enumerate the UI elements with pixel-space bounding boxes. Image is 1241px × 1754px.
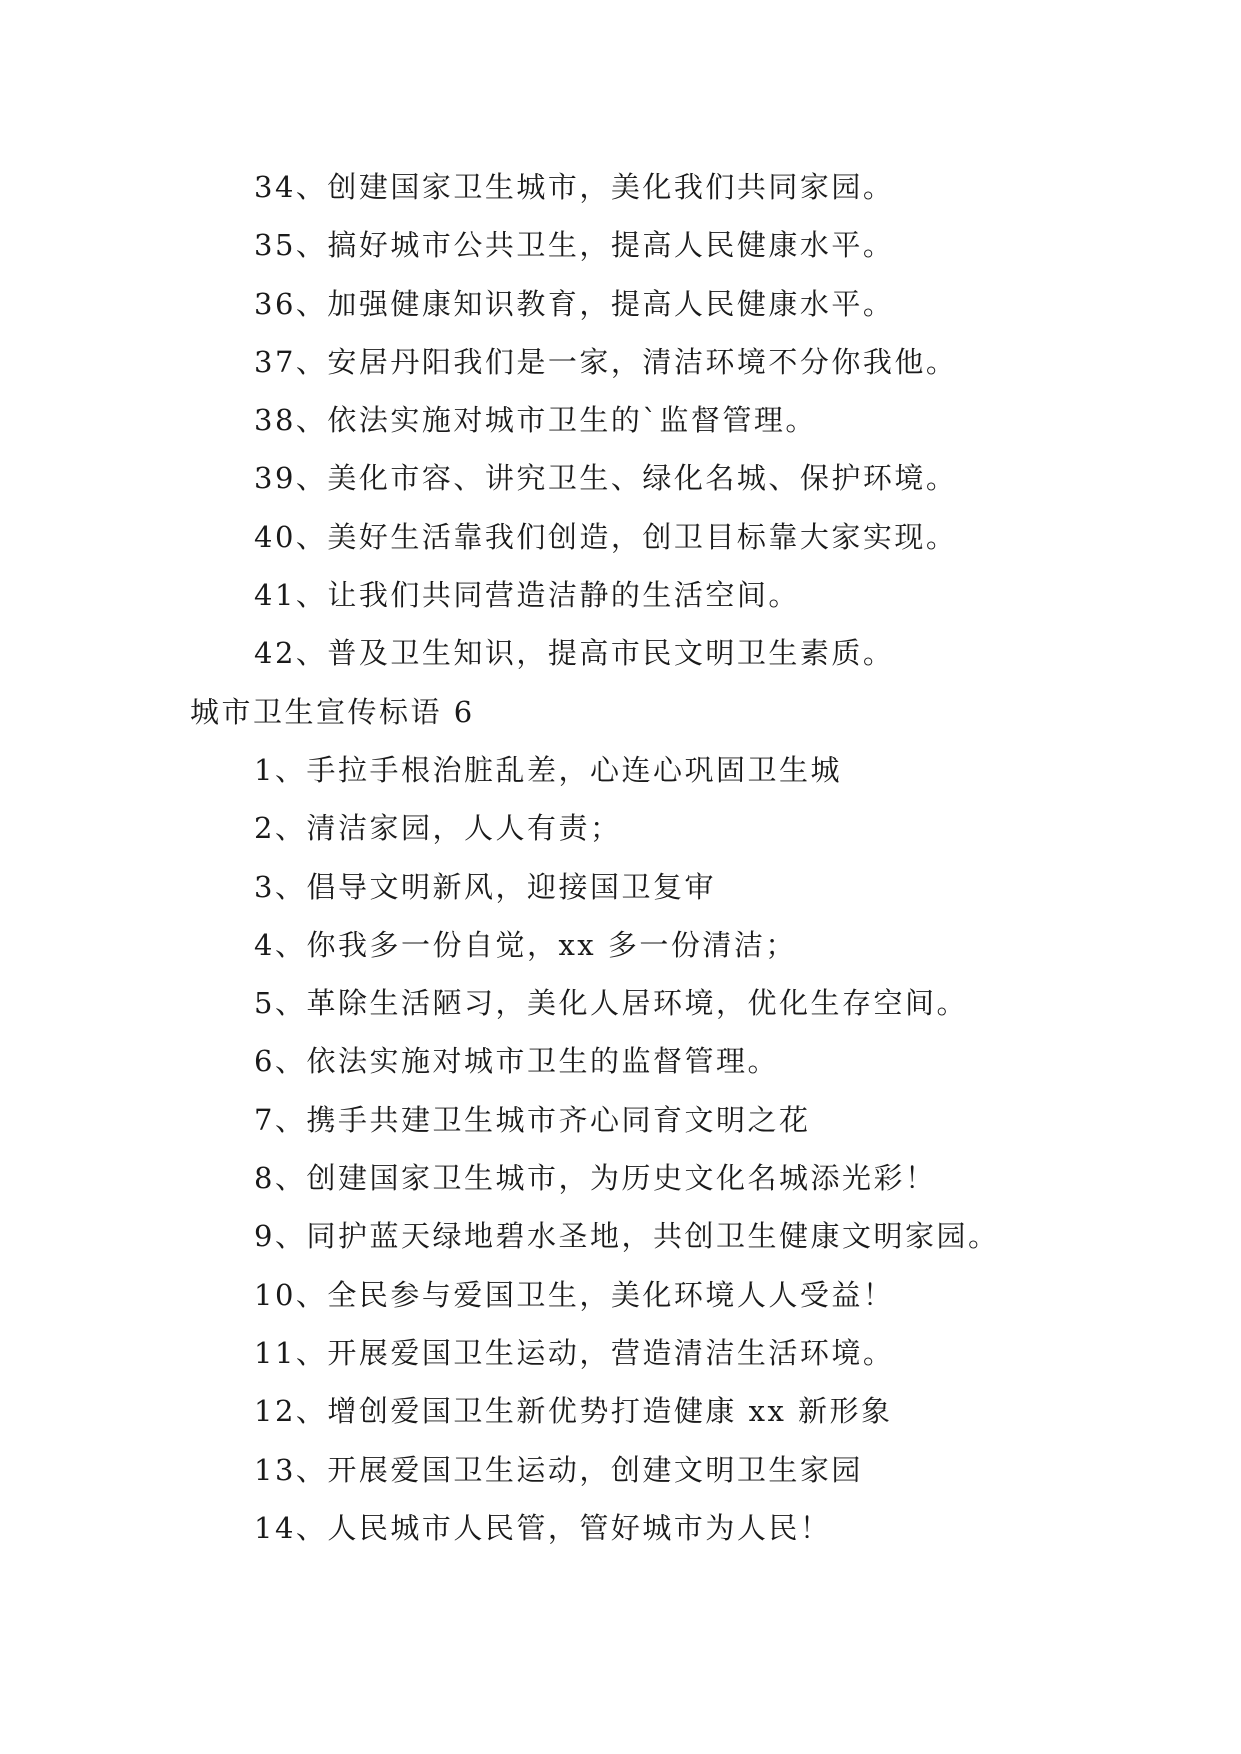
document-body: [190, 158, 1090, 1557]
slogan-38: 38、依法实施对城市卫生的`监督管理。: [254, 403, 817, 438]
slogan-6-13: 13、开展爱国卫生运动，创建文明卫生家园: [254, 1452, 863, 1487]
slogan-6-5: 5、革除生活陋习，美化人居环境，优化生存空间。: [254, 986, 968, 1021]
slogan-6-2: 2、清洁家园，人人有责；: [254, 811, 622, 846]
slogan-34: 34、创建国家卫生城市，美化我们共同家园。: [254, 170, 895, 204]
slogan-35: 35、搞好城市公共卫生，提高人民健康水平。: [254, 228, 895, 263]
slogan-39: 39、美化市容、讲究卫生、绿化名城、保护环境。: [254, 461, 958, 496]
slogan-6-14: 14、人民城市人民管，管好城市为人民！: [254, 1510, 832, 1545]
slogan-6-4: 4、你我多一份自觉，xx 多一份清洁；: [254, 927, 797, 962]
slogan-6-1: 1、手拉手根治脏乱差，心连心巩固卫生城: [254, 752, 842, 787]
slogan-6-6: 6、依法实施对城市卫生的监督管理。: [254, 1044, 779, 1079]
slogan-6-12: 12、增创爱国卫生新优势打造健康 xx 新形象: [254, 1394, 893, 1429]
slogan-6-8: 8、创建国家卫生城市，为历史文化名城添光彩！: [254, 1161, 937, 1196]
slogan-6-7: 7、携手共建卫生城市齐心同育文明之花: [254, 1102, 811, 1137]
slogan-40: 40、美好生活靠我们创造，创卫目标靠大家实现。: [254, 519, 958, 554]
slogan-6-10: 10、全民参与爱国卫生，美化环境人人受益！: [254, 1277, 895, 1312]
slogan-6-3: 3、倡导文明新风，迎接国卫复审: [254, 869, 716, 904]
slogan-41: 41、让我们共同营造洁静的生活空间。: [254, 578, 800, 613]
section-heading: 城市卫生宣传标语 6: [190, 694, 475, 729]
slogan-36: 36、加强健康知识教育，提高人民健康水平。: [254, 286, 895, 321]
slogan-37: 37、安居丹阳我们是一家，清洁环境不分你我他。: [254, 344, 958, 379]
slogan-6-9: 9、同护蓝天绿地碧水圣地，共创卫生健康文明家园。: [254, 1219, 1000, 1254]
slogan-42: 42、普及卫生知识，提高市民文明卫生素质。: [254, 636, 895, 671]
slogan-6-11: 11、开展爱国卫生运动，营造清洁生活环境。: [254, 1335, 895, 1370]
